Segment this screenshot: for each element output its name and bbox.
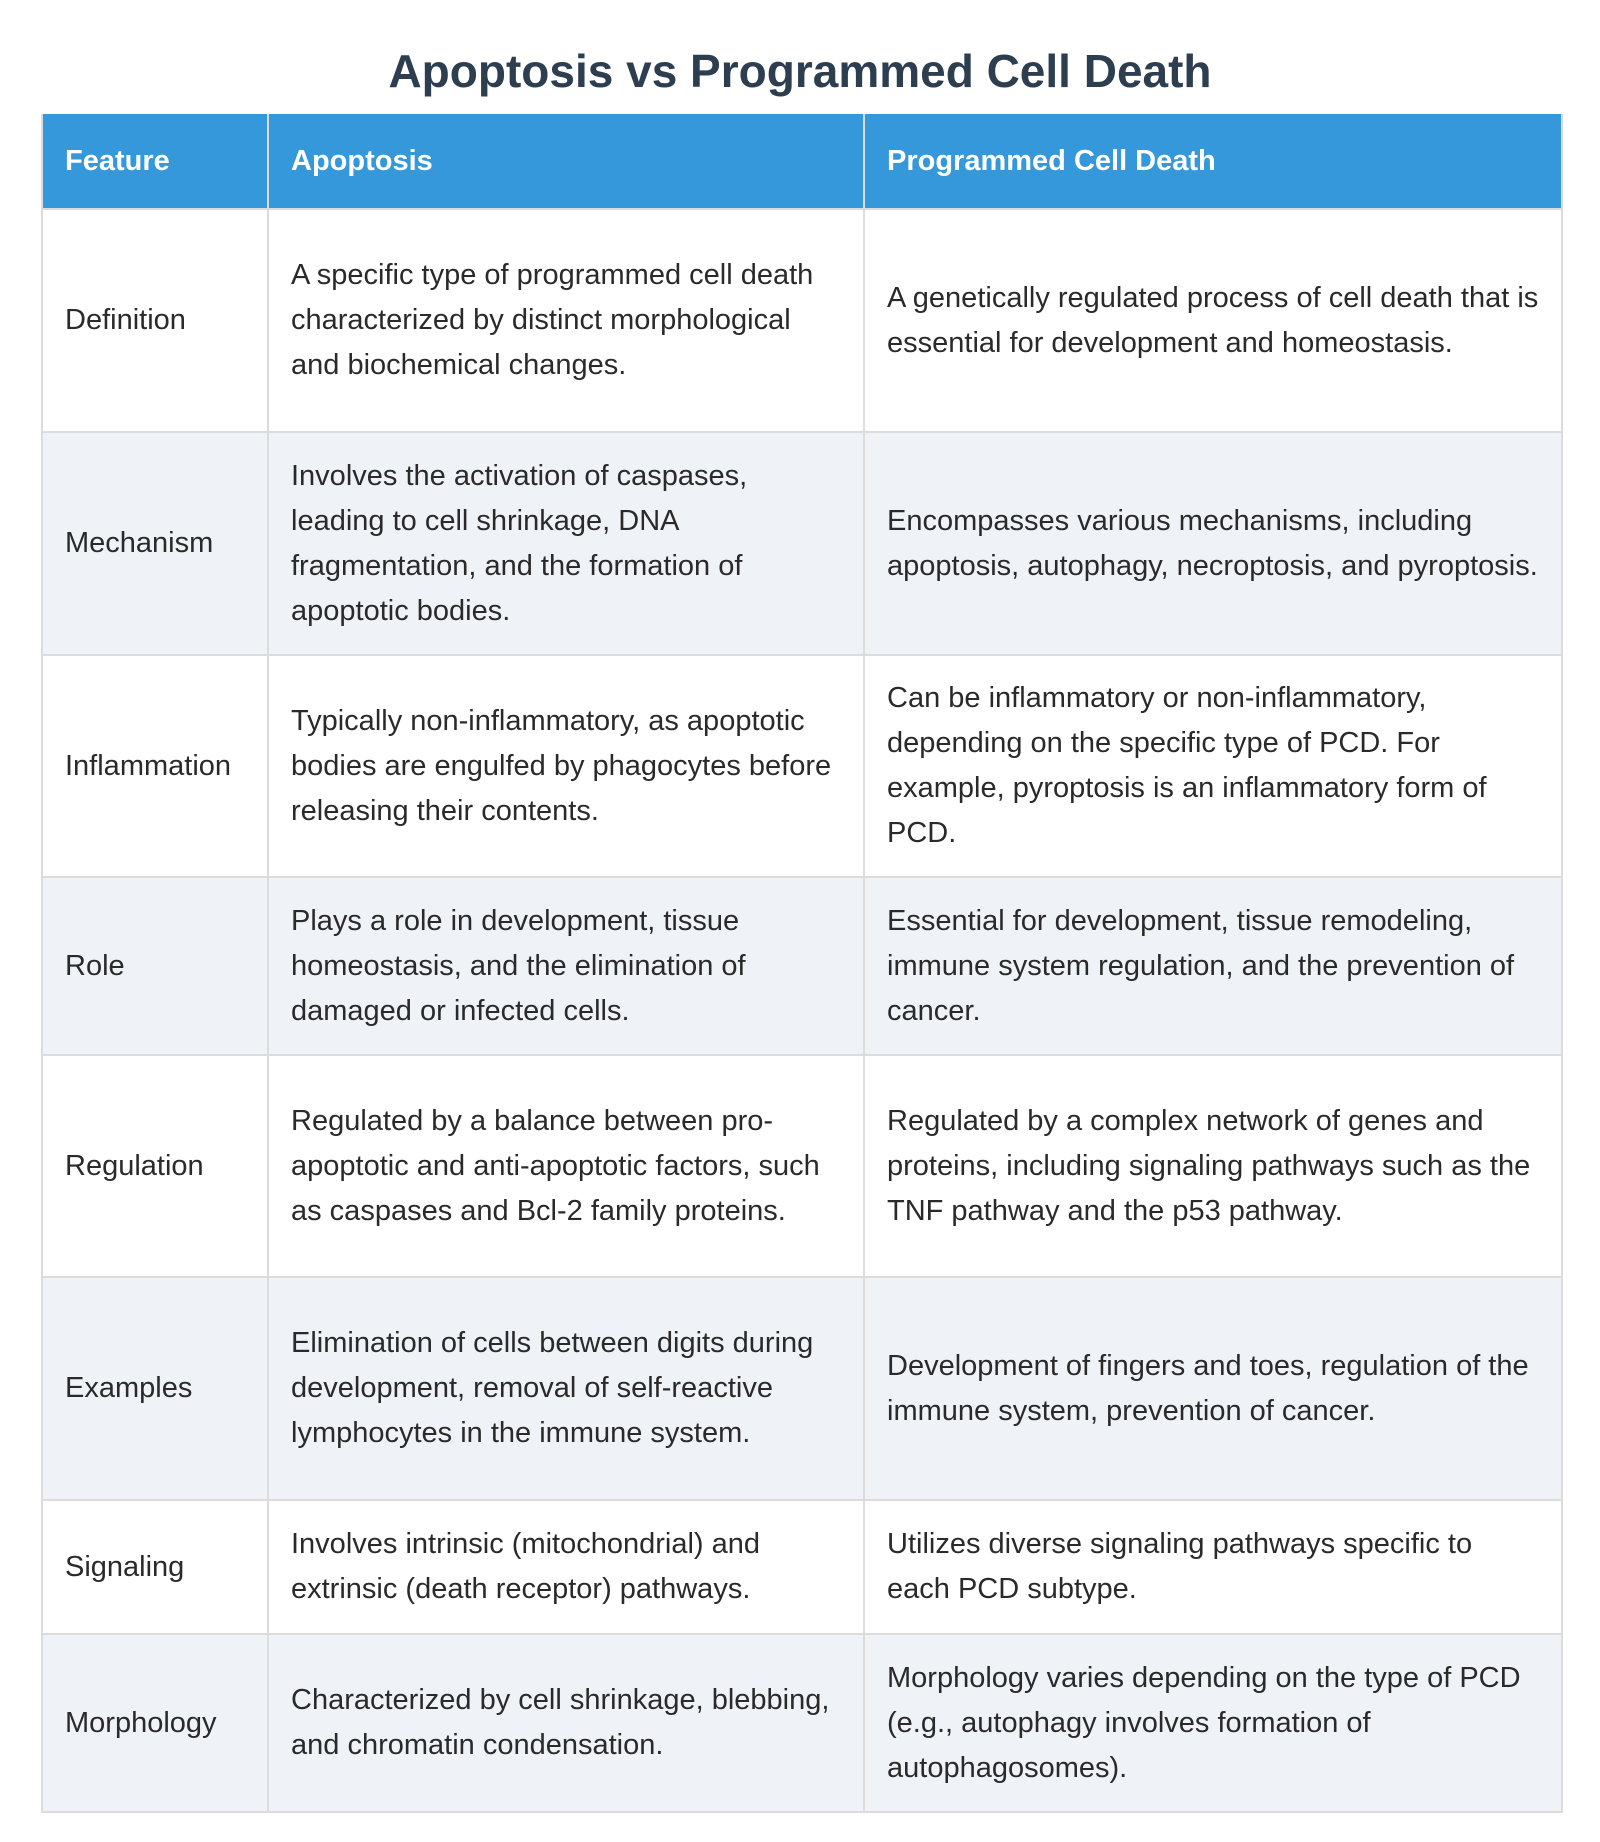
apoptosis-cell: Characterized by cell shrinkage, blebbing, and chromatin condensation.	[268, 1634, 864, 1812]
pcd-cell: Development of fingers and toes, regulation of the immune system, prevention of cancer.	[864, 1277, 1562, 1500]
table-row	[42, 1634, 1562, 1812]
feature-cell: Morphology	[42, 1634, 268, 1812]
apoptosis-cell: Regulated by a balance between pro-apoptotic and anti-apoptotic factors, such as caspases and Bcl-2 family proteins.	[268, 1055, 864, 1277]
feature-cell: Regulation	[42, 1055, 268, 1277]
table-row	[42, 209, 1562, 432]
table-row	[42, 432, 1562, 655]
pcd-cell: A genetically regulated process of cell death that is essential for development and homeostasis.	[864, 209, 1562, 432]
apoptosis-cell: Plays a role in development, tissue homeostasis, and the elimination of damaged or infected cells.	[268, 877, 864, 1055]
header-row	[42, 114, 1562, 209]
table-row	[42, 1277, 1562, 1500]
apoptosis-cell: Typically non-inflammatory, as apoptotic bodies are engulfed by phagocytes before releasing their contents.	[268, 655, 864, 877]
table-header	[42, 114, 1562, 209]
apoptosis-cell: Involves intrinsic (mitochondrial) and extrinsic (death receptor) pathways.	[268, 1500, 864, 1634]
feature-cell: Signaling	[42, 1500, 268, 1634]
apoptosis-cell: Involves the activation of caspases, leading to cell shrinkage, DNA fragmentation, and the formation of apoptotic bodies.	[268, 432, 864, 655]
apoptosis-cell: Elimination of cells between digits during development, removal of self-reactive lymphocytes in the immune system.	[268, 1277, 864, 1500]
header-programmed-cell-death: Programmed Cell Death	[864, 114, 1562, 209]
feature-cell: Definition	[42, 209, 268, 432]
pcd-cell: Utilizes diverse signaling pathways specific to each PCD subtype.	[864, 1500, 1562, 1634]
feature-cell: Inflammation	[42, 655, 268, 877]
feature-cell: Role	[42, 877, 268, 1055]
pcd-cell: Morphology varies depending on the type of PCD (e.g., autophagy involves formation of autophagosomes).	[864, 1634, 1562, 1812]
table-row	[42, 877, 1562, 1055]
feature-cell: Examples	[42, 1277, 268, 1500]
pcd-cell: Essential for development, tissue remodeling, immune system regulation, and the prevention of cancer.	[864, 877, 1562, 1055]
table-row	[42, 1500, 1562, 1634]
table-row	[42, 655, 1562, 877]
page-title: Apoptosis vs Programmed Cell Death	[388, 45, 1212, 97]
pcd-cell: Encompasses various mechanisms, including apoptosis, autophagy, necroptosis, and pyroptosis.	[864, 432, 1562, 655]
pcd-cell: Can be inflammatory or non-inflammatory, depending on the specific type of PCD. For example, pyroptosis is an inflammatory form of PCD.	[864, 655, 1562, 877]
table-body	[42, 209, 1562, 1812]
apoptosis-cell: A specific type of programmed cell death characterized by distinct morphological and biochemical changes.	[268, 209, 864, 432]
feature-cell: Mechanism	[42, 432, 268, 655]
pcd-cell: Regulated by a complex network of genes and proteins, including signaling pathways such as the TNF pathway and the p53 pathway.	[864, 1055, 1562, 1277]
table-row	[42, 1055, 1562, 1277]
header-apoptosis: Apoptosis	[268, 114, 864, 209]
comparison-table	[41, 114, 1563, 1813]
header-feature: Feature	[42, 114, 268, 209]
